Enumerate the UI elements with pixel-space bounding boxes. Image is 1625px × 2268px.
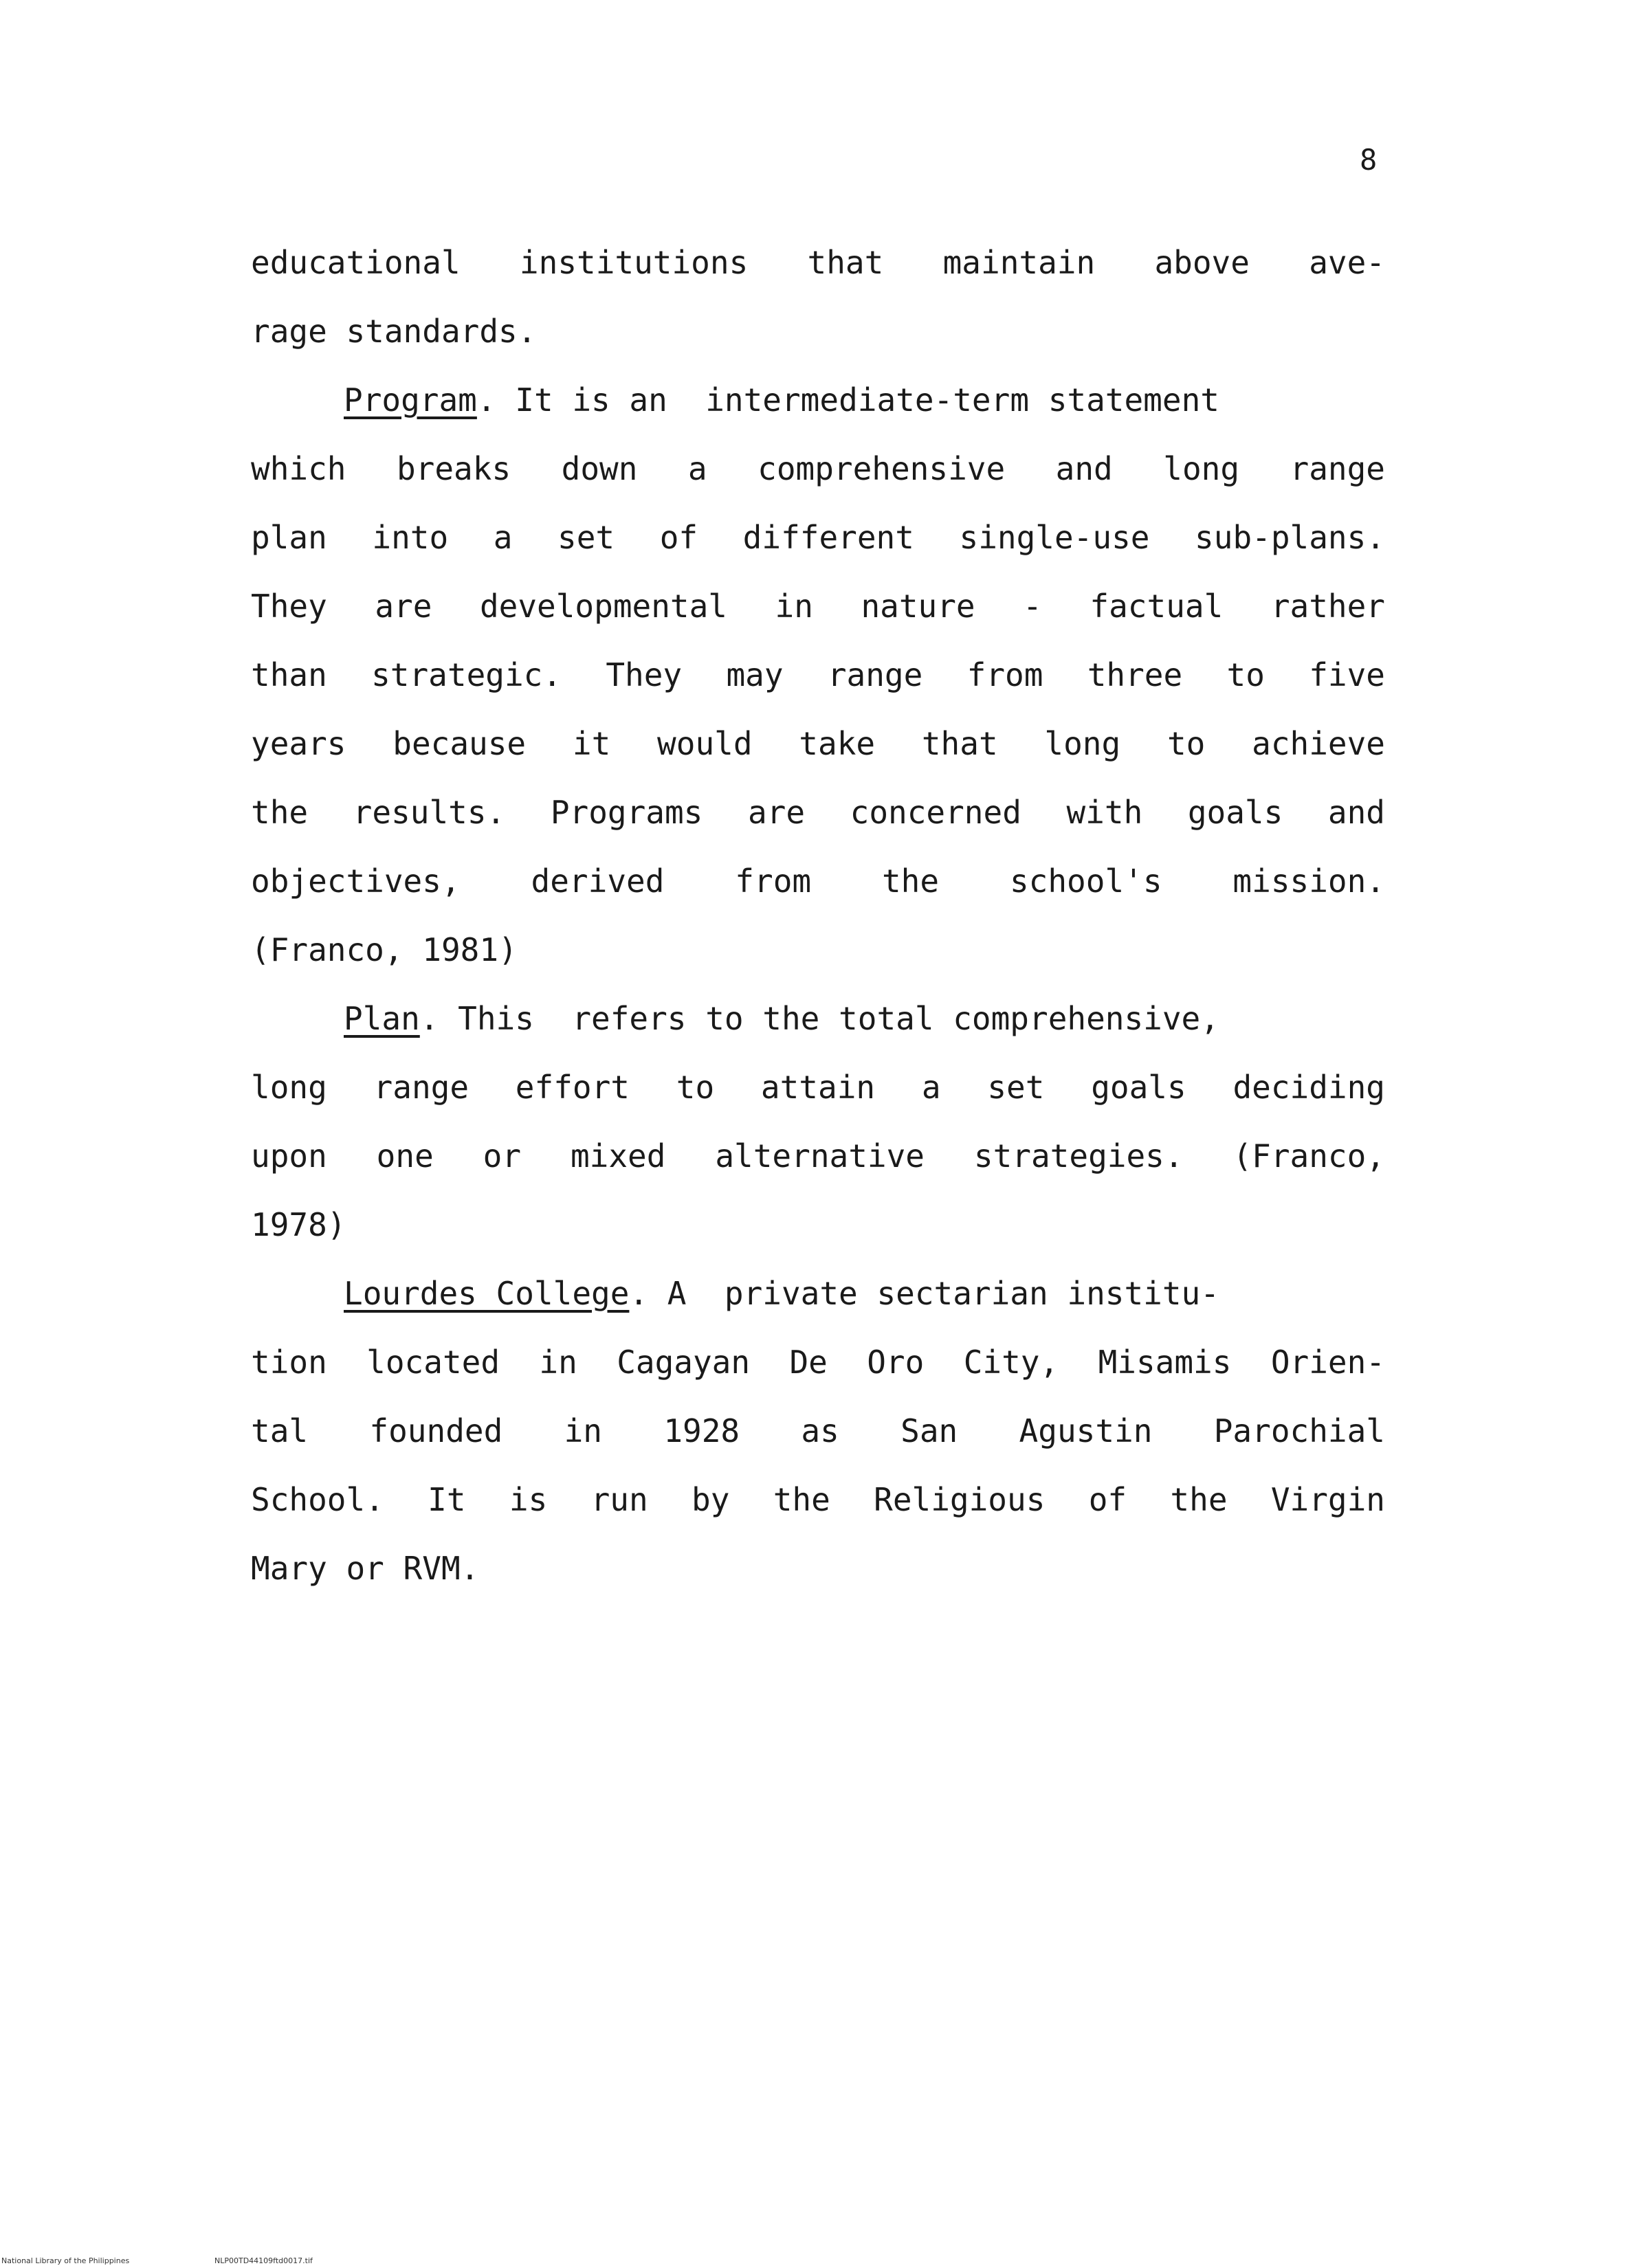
footer-library-label: National Library of the Philippines [1, 2256, 130, 2265]
text-line: (Franco, 1981) [251, 931, 518, 968]
text-line: than strategic. They may range from three to five [251, 656, 1385, 693]
text-line: School. It is run by the Religious of the Virgin [251, 1481, 1385, 1518]
text-line: 1978) [251, 1206, 346, 1243]
text-line: educational institutions that maintain above ave- [251, 244, 1385, 281]
text-line: tal founded in 1928 as San Agustin Parochial [251, 1412, 1385, 1449]
text-line: tion located in Cagayan De Oro City, Misamis Orien- [251, 1344, 1385, 1381]
term-lourdes-college: Lourdes College [344, 1275, 630, 1312]
text-line: They are developmental in nature - factual rather [251, 588, 1385, 625]
paragraph-program-first-line [344, 379, 1385, 421]
text-line: the results. Programs are concerned with goals and [251, 794, 1385, 831]
text-line: upon one or mixed alternative strategies. (Franco, [251, 1137, 1385, 1175]
term-program: Program [344, 381, 477, 419]
text-line: Mary or RVM. [251, 1550, 480, 1587]
text-line: which breaks down a comprehensive and long range [251, 450, 1385, 487]
text-line: . It is an intermediate-term statement [476, 381, 1219, 419]
text-line: objectives, derived from the school's mission. [251, 863, 1385, 900]
text-line: years because it would take that long to achieve [251, 725, 1385, 762]
page-number: 8 [1360, 143, 1378, 177]
text-line: plan into a set of different single-use sub-plans. [251, 519, 1385, 556]
text-line: long range effort to attain a set goals deciding [251, 1069, 1385, 1106]
text-line: . This refers to the total comprehensive, [419, 1000, 1219, 1037]
term-plan: Plan [344, 1000, 420, 1037]
footer-file-name: NLP00TD44109ftd0017.tif [214, 2256, 313, 2265]
paragraph-plan-first-line [344, 998, 1385, 1039]
text-line: . A private sectarian institu- [629, 1275, 1219, 1312]
text-line: rage standards. [251, 313, 537, 350]
paragraph-lourdes-first-line [344, 1273, 1385, 1314]
